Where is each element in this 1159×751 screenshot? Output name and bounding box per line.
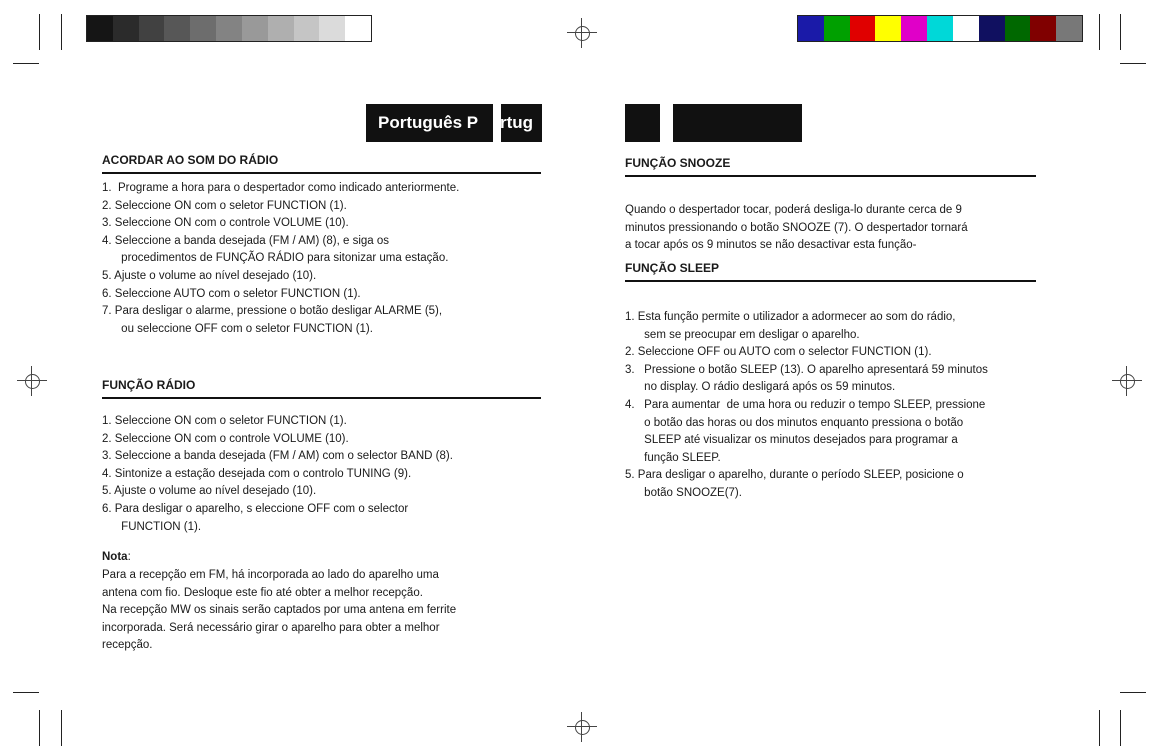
list-item: sem se preocupar em desligar o aparelho. [625, 328, 860, 341]
paragraph-line: Quando o despertador tocar, poderá desliga-lo durante cerca de 9 [625, 204, 962, 216]
section-heading-snooze: FUNÇÃO SNOOZE [625, 156, 1036, 177]
list-item: 3. Seleccione ON com o controle VOLUME (10). [102, 217, 349, 230]
color-swatch [850, 16, 876, 41]
color-swatch [979, 16, 1005, 41]
color-swatch [927, 16, 953, 41]
list-item: 3. Seleccione a banda desejada (FM / AM) com o selector BAND (8). [102, 450, 453, 463]
color-swatch [875, 16, 901, 41]
color-swatch [953, 16, 979, 41]
list-item: função SLEEP. [625, 451, 721, 464]
list-item: 1. Seleccione ON com o seletor FUNCTION (1). [102, 415, 347, 427]
note-line: Na recepção MW os sinais serão captados por uma antena em ferrite [102, 604, 457, 617]
paragraph-line: minutos pressionando o botão SNOOZE (7). O despertador tornará [625, 221, 968, 234]
registration-crosshair-icon [17, 366, 47, 396]
note-line: Para a recepção em FM, há incorporada ao lado do aparelho uma [102, 569, 439, 581]
grayscale-calibration-bar [86, 15, 372, 42]
gray-swatch [190, 16, 216, 41]
list-item: 4. Sintonize a estação desejada com o controlo TUNING (9). [102, 467, 412, 480]
gray-swatch [216, 16, 242, 41]
list-item: 5. Ajuste o volume ao nível desejado (10). [102, 269, 317, 282]
list-item: 4. Para aumentar de uma hora ou reduzir o tempo SLEEP, pressione [625, 398, 986, 411]
color-swatch [798, 16, 824, 41]
sleep-steps [625, 309, 988, 503]
gray-swatch [268, 16, 294, 41]
list-item: 4. Seleccione a banda desejada (FM / AM) (8), e siga os [102, 234, 390, 247]
radio-function-steps [102, 413, 453, 536]
note-line: recepção. [102, 639, 153, 652]
list-item: 5. Para desligar o aparelho, durante o período SLEEP, posicione o [625, 469, 964, 482]
section-heading-radio-function: FUNÇÃO RÁDIO [102, 378, 541, 399]
color-swatch [1030, 16, 1056, 41]
color-swatch [901, 16, 927, 41]
color-swatch [824, 16, 850, 41]
paragraph-line: a tocar após os 9 minutos se não desactivar esta função- [625, 239, 917, 252]
color-swatch [1056, 16, 1082, 41]
section-heading-sleep: FUNÇÃO SLEEP [625, 261, 1036, 282]
list-item: 7. Para desligar o alarme, pressione o botão desligar ALARME (5), [102, 305, 443, 318]
list-item: 6. Para desligar o aparelho, s eleccione OFF com o selector [102, 502, 409, 515]
note-text [102, 567, 456, 655]
list-item: no display. O rádio desligará após os 59 minutos. [625, 381, 896, 394]
gray-swatch [242, 16, 268, 41]
alarm-radio-steps [102, 180, 459, 338]
list-item: procedimentos de FUNÇÃO RÁDIO para sitonizar uma estação. [102, 252, 449, 265]
gray-swatch [164, 16, 190, 41]
list-item: SLEEP até visualizar os minutos desejados para programar a [625, 434, 958, 447]
note-colon: : [127, 551, 131, 563]
list-item: botão SNOOZE(7). [625, 486, 742, 499]
registration-crosshair-icon [1112, 366, 1142, 396]
note-label: Nota [102, 551, 128, 563]
section-heading-alarm-radio: ACORDAR AO SOM DO RÁDIO [102, 153, 541, 174]
note-label-line [102, 549, 131, 567]
gray-swatch [319, 16, 345, 41]
list-item: 1. Programe a hora para o despertador como indicado anteriormente. [102, 182, 460, 194]
list-item: 2. Seleccione ON com o seletor FUNCTION (1). [102, 199, 347, 212]
snooze-description [625, 202, 968, 255]
language-tab-left [366, 104, 542, 142]
list-item: ou seleccione OFF com o seletor FUNCTION (1). [102, 322, 373, 335]
list-item: 6. Seleccione AUTO com o seletor FUNCTION (1). [102, 287, 361, 300]
list-item: o botão das horas ou dos minutos enquanto pressiona o botão [625, 416, 964, 429]
list-item: FUNCTION (1). [102, 520, 202, 533]
list-item: 2. Seleccione ON com o controle VOLUME (10). [102, 432, 349, 445]
gray-swatch [294, 16, 320, 41]
note-line: incorporada. Será necessário girar o aparelho para obter a melhor [102, 621, 440, 634]
registration-crosshair-icon [567, 712, 597, 742]
gray-swatch [113, 16, 139, 41]
language-tab-block-small [625, 104, 660, 142]
color-calibration-bar [797, 15, 1083, 42]
gray-swatch [87, 16, 113, 41]
language-tab-label-tail: rtug [500, 113, 534, 132]
list-item: 2. Seleccione OFF ou AUTO com o selector FUNCTION (1). [625, 346, 932, 359]
list-item: 5. Ajuste o volume ao nível desejado (10). [102, 485, 317, 498]
color-swatch [1005, 16, 1031, 41]
note-line: antena com fio. Desloque este fio até obter a melhor recepção. [102, 586, 423, 599]
language-tab-label: Português P [378, 113, 479, 132]
list-item: 1. Esta função permite o utilizador a adormecer ao som do rádio, [625, 311, 956, 323]
gray-swatch [139, 16, 165, 41]
list-item: 3. Pressione o botão SLEEP (13). O aparelho apresentará 59 minutos [625, 363, 988, 376]
gray-swatch [345, 16, 371, 41]
language-tab-block-wide [673, 104, 802, 142]
registration-crosshair-icon [567, 18, 597, 48]
